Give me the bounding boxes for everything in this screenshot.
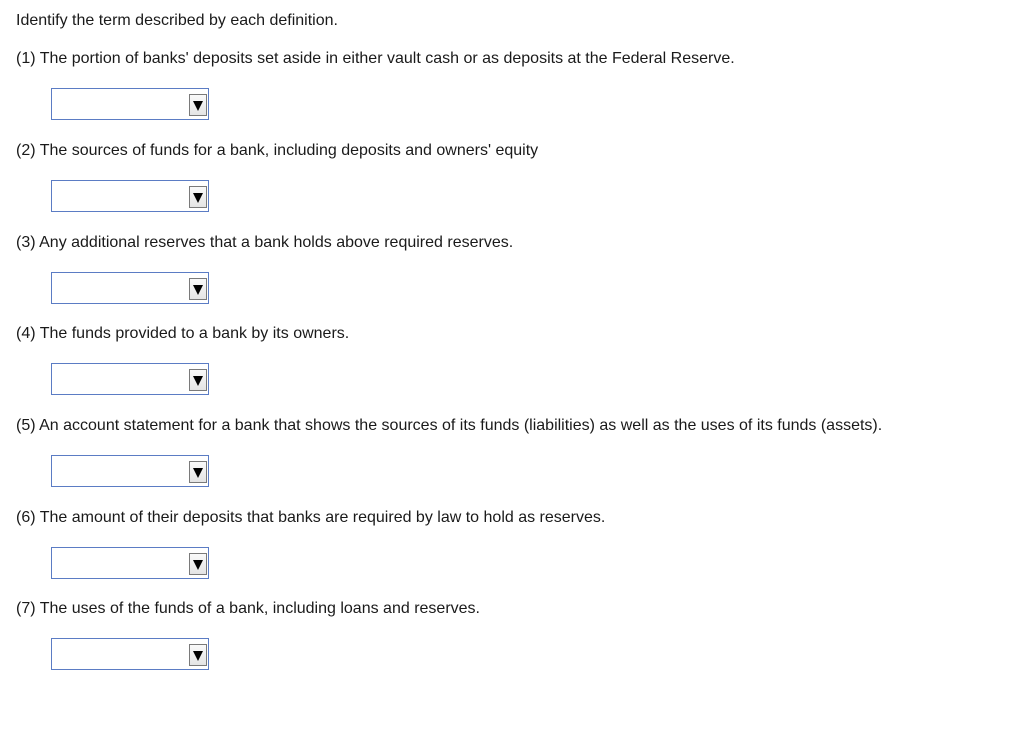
question-4-dropdown-button[interactable] <box>189 369 207 391</box>
question-6-text: (6) The amount of their deposits that banks are required by law to hold as reserves. <box>16 509 606 526</box>
question-5-text: (5) An account statement for a bank that shows the sources of its funds (liabilities) as well as the uses of its funds (assets). <box>16 417 883 434</box>
triangle-down-icon <box>193 651 203 661</box>
triangle-down-icon <box>193 376 203 386</box>
question-5-dropdown[interactable] <box>51 455 209 487</box>
question-3-dropdown[interactable] <box>51 272 209 304</box>
question-7-text: (7) The uses of the funds of a bank, including loans and reserves. <box>16 600 480 617</box>
question-7 <box>16 599 1016 729</box>
triangle-down-icon <box>193 193 203 203</box>
question-7-dropdown[interactable] <box>51 638 209 670</box>
triangle-down-icon <box>193 285 203 295</box>
question-1-dropdown-button[interactable] <box>189 94 207 116</box>
question-2-dropdown[interactable] <box>51 180 209 212</box>
question-6-dropdown-button[interactable] <box>189 553 207 575</box>
question-2-text: (2) The sources of funds for a bank, including deposits and owners' equity <box>16 142 539 159</box>
triangle-down-icon <box>193 101 203 111</box>
question-5-dropdown-button[interactable] <box>189 461 207 483</box>
question-3-dropdown-button[interactable] <box>189 278 207 300</box>
question-4-text: (4) The funds provided to a bank by its owners. <box>16 325 350 342</box>
question-7-dropdown-button[interactable] <box>189 644 207 666</box>
triangle-down-icon <box>193 468 203 478</box>
question-2-dropdown-button[interactable] <box>189 186 207 208</box>
question-6-dropdown[interactable] <box>51 547 209 579</box>
instruction-text: Identify the term described by each definition. <box>16 12 338 29</box>
triangle-down-icon <box>193 560 203 570</box>
question-1-dropdown[interactable] <box>51 88 209 120</box>
question-4-dropdown[interactable] <box>51 363 209 395</box>
question-1-text: (1) The portion of banks' deposits set aside in either vault cash or as deposits at the Federal Reserve. <box>16 50 735 67</box>
question-3-text: (3) Any additional reserves that a bank holds above required reserves. <box>16 234 514 251</box>
